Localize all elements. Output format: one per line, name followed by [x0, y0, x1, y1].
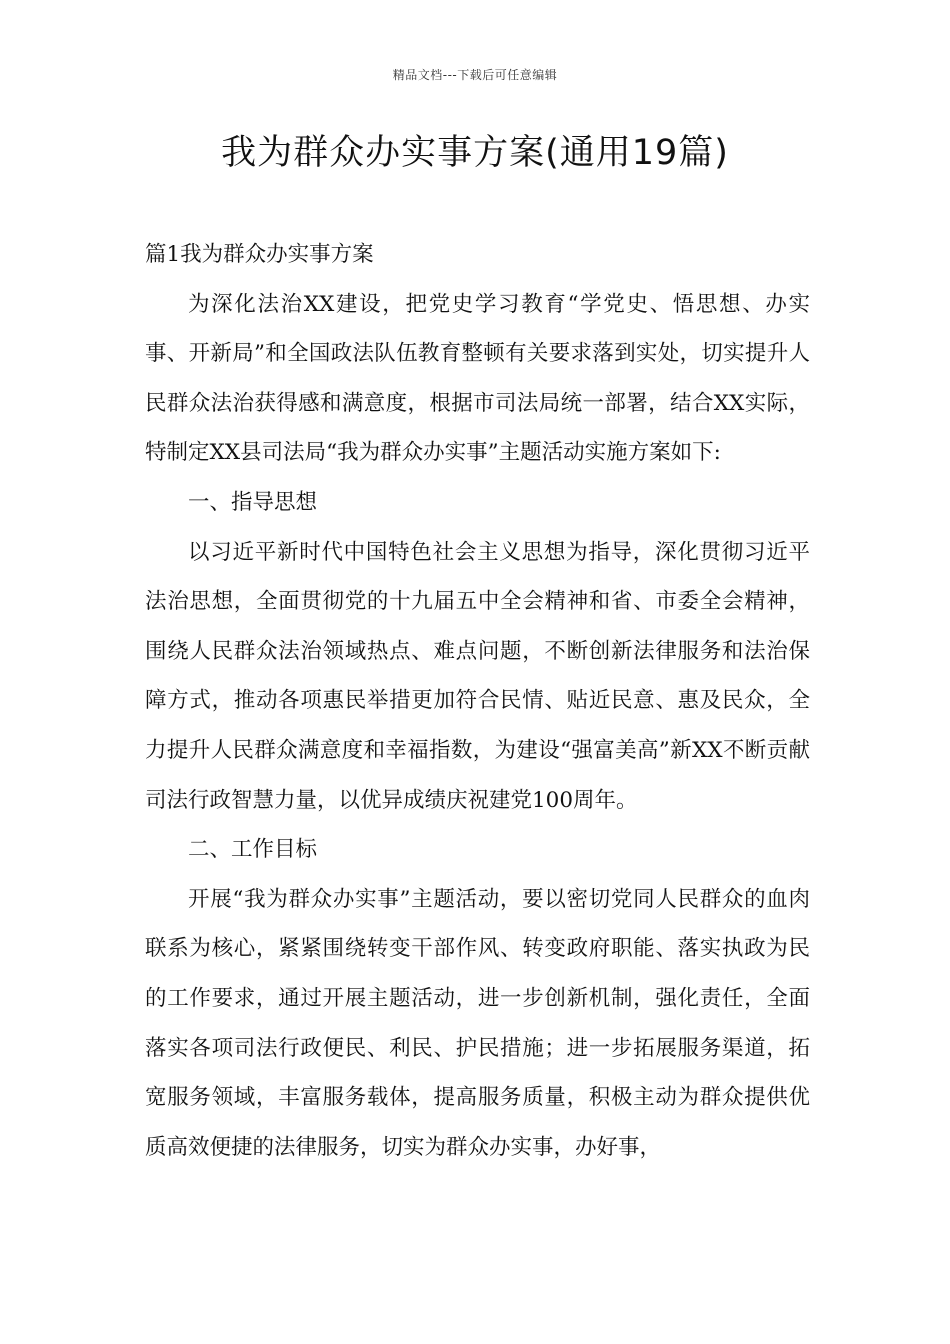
work-goals-paragraph: 开展“我为群众办实事”主题活动，要以密切党同人民群众的血肉联系为核心，紧紧围绕转变干部作风、转变政府职能、落实执政为民的工作要求，通过开展主题活动，进一步创新机制，强化责任，全面落实各项司法行政便民、利民、护民措施；进一步拓展服务渠道，拓宽服务领域，丰富服务载体，提高服务质量，积极主动为群众提供优质高效便捷的法律服务，切实为群众办实事，办好事， [145, 886, 810, 1160]
section-heading-work-goals: 二、工作目标 [188, 837, 318, 863]
document-title: 我为群众办实事方案(通用19篇) [221, 133, 729, 173]
guiding-ideology-paragraph: 以习近平新时代中国特色社会主义思想为指导，深化贯彻习近平法治思想，全面贯彻党的十九届五中全会精神和省、市委全会精神，围绕人民群众法治领域热点、难点问题，不断创新法律服务和法治保障方式，推动各项惠民举措更加符合民情、贴近民意、惠及民众，全力提升人民群众满意度和幸福指数，为建设“强富美高”新XX不断贡献司法行政智慧力量，以优异成绩庆祝建党100周年。 [145, 539, 810, 813]
header-note: 精品文档---下载后可任意编辑 [392, 68, 558, 82]
chapter-heading: 篇1我为群众办实事方案 [145, 242, 374, 267]
intro-paragraph: 为深化法治XX建设，把党史学习教育“学党史、悟思想、办实事、开新局”和全国政法队伍教育整顿有关要求落到实处，切实提升人民群众法治获得感和满意度，根据市司法局统一部署，结合XX实际，特制定XX县司法局“我为群众办实事”主题活动实施方案如下: [145, 291, 810, 466]
document-body [145, 230, 810, 1172]
section-heading-guiding-ideology: 一、指导思想 [188, 489, 318, 515]
